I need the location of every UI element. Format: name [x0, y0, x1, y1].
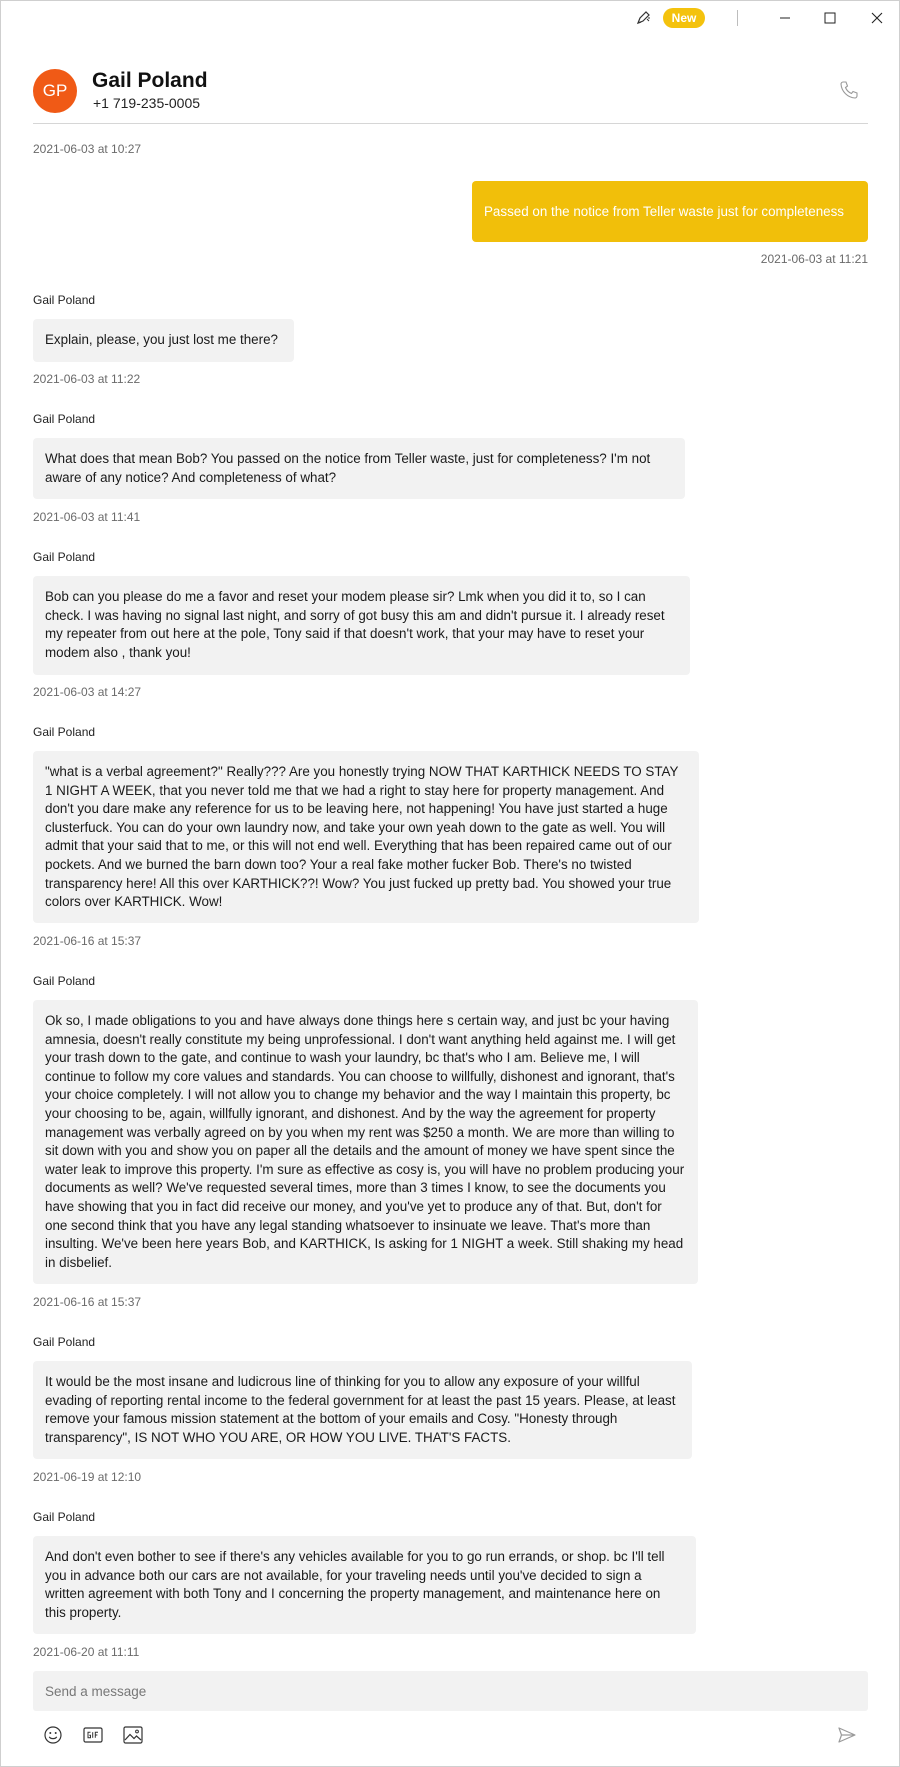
message-timestamp: 2021-06-20 at 11:11	[33, 1645, 140, 1659]
gif-button[interactable]	[79, 1722, 107, 1748]
contact-name: Gail Poland	[92, 69, 208, 92]
new-badge[interactable]: New	[663, 8, 705, 28]
message-bubble-incoming[interactable]	[33, 319, 294, 362]
message-text: Bob can you please do me a favor and reset your modem please sir? Lmk when you did it to, so I can check. I was having no signal last night, and sorry of got busy this am and didn't pursue it. I already reset my repeater from out here at the pole, Tony said if that doesn't work, that your may have to reset your modem also , thank you!	[45, 589, 665, 660]
message-bubble-incoming[interactable]	[33, 1361, 692, 1459]
message-bubble-incoming[interactable]	[33, 751, 699, 923]
message-timestamp: 2021-06-16 at 15:37	[33, 1295, 142, 1309]
message-input[interactable]	[43, 1683, 858, 1700]
message-list[interactable]	[1, 1, 899, 1766]
message-composer[interactable]	[33, 1671, 868, 1711]
avatar: GP	[33, 69, 77, 113]
message-sender: Gail Poland	[33, 974, 96, 988]
message-sender: Gail Poland	[33, 725, 96, 739]
message-bubble-incoming[interactable]	[33, 576, 690, 675]
send-icon	[837, 1726, 857, 1744]
message-text: Ok so, I made obligations to you and have always done things here s certain way, and just bc your having amnesia, doesn't really constitute my being unprofessional. I don't want anything held against me. I will get your trash down to the gate, and continue to wash your laundry, bc that's who I am. Believe me, I will continue to follow my core values and standards. You can choose to willfully, dishonest and ignorant, that's your choice completely. I will not allow you to change my behavior and the way I maintain this property, bc your choosing to be, again, willfully ignorant, and dishonest. And by the way the agreement for property management was verbally agreed on by you when my rent was $250 a month. We are more than willing to sit down with you and show you on paper all the details and the amount of money we have spent since the water leak to improve this property. I'm sure as effective as cosy is, you will have no problem producing your documents as well? We've requested several times, more than 3 times I know, to see the documents you have showing that you in fact did receive our money, and you've yet to produce any of that. But, don't for one second think that you have any legal standing whatsoever to insinuate we leave. That's more than insulting. We've been here years Bob, and KARTHICK, Is asking for 1 NIGHT a week. Still shaking my head in disbelief.	[45, 1013, 685, 1270]
message-bubble-incoming[interactable]	[33, 438, 685, 499]
message-text: "what is a verbal agreement?" Really??? Are you honestly trying NOW THAT KARTHICK NEEDS TO STAY 1 NIGHT A WEEK, that you never told me that we had a right to stay here for property management. And don't you dare make any reference for us to be leaving here, not happening! You have just started a huge clusterfuck. You can do your own laundry now, and take your own yeah down to the gate as well. You will admit that your said that to me, or this will not end well. Everything that has been repaired came out of our pockets. And we burned the barn down too? Your a real fake mother fucker Bob. There's no twisted transparency here! All this over KARTHICK??! Wow? You just fucked up pretty bad. You showed your true colors over KARTHICK. Wow!	[45, 764, 679, 910]
message-timestamp: 2021-06-03 at 14:27	[33, 685, 142, 699]
message-sender: Gail Poland	[33, 1510, 96, 1524]
message-text: Passed on the notice from Teller waste just for completeness	[484, 204, 844, 219]
contact-phone: +1 719-235-0005	[93, 95, 201, 111]
message-bubble-outgoing[interactable]	[472, 181, 868, 242]
message-bubble-incoming[interactable]	[33, 1000, 698, 1284]
image-button[interactable]	[119, 1722, 147, 1748]
message-timestamp: 2021-06-03 at 11:22	[33, 372, 141, 386]
message-text: Explain, please, you just lost me there?	[45, 332, 278, 347]
message-sender: Gail Poland	[33, 293, 96, 307]
message-timestamp: 2021-06-19 at 12:10	[33, 1470, 142, 1484]
message-timestamp: 2021-06-03 at 11:41	[33, 510, 141, 524]
message-text: It would be the most insane and ludicrous line of thinking for you to allow any exposure of your willful evading of reporting rental income to the federal government for at least the past 15 years. Please, at least remove your famous mission statement at the bottom of your emails and Cosy. "Honesty through transparency", IS NOT WHO YOU ARE, OR HOW YOU LIVE. THAT'S FACTS.	[45, 1374, 676, 1445]
message-sender: Gail Poland	[33, 550, 96, 564]
message-text: And don't even bother to see if there's any vehicles available for you to go run errands, or shop. bc I'll tell you in advance both our cars are not available, for your traveling needs until you've decided to sign a written agreement with both Tony and I concerning the property management, and maintenance here on this property.	[45, 1549, 665, 1620]
send-button[interactable]	[833, 1722, 861, 1748]
gif-icon	[83, 1727, 103, 1743]
message-bubble-incoming[interactable]	[33, 1536, 696, 1634]
message-timestamp: 2021-06-03 at 11:21	[760, 252, 868, 266]
message-timestamp: 2021-06-16 at 15:37	[33, 934, 142, 948]
message-timestamp: 2021-06-03 at 10:27	[33, 142, 142, 156]
message-sender: Gail Poland	[33, 412, 96, 426]
emoji-button[interactable]	[39, 1722, 67, 1748]
message-text: What does that mean Bob? You passed on the notice from Teller waste, just for completeness? I'm not aware of any notice? And completeness of what?	[45, 451, 651, 485]
image-icon	[123, 1726, 143, 1744]
message-sender: Gail Poland	[33, 1335, 96, 1349]
emoji-icon	[43, 1725, 63, 1745]
